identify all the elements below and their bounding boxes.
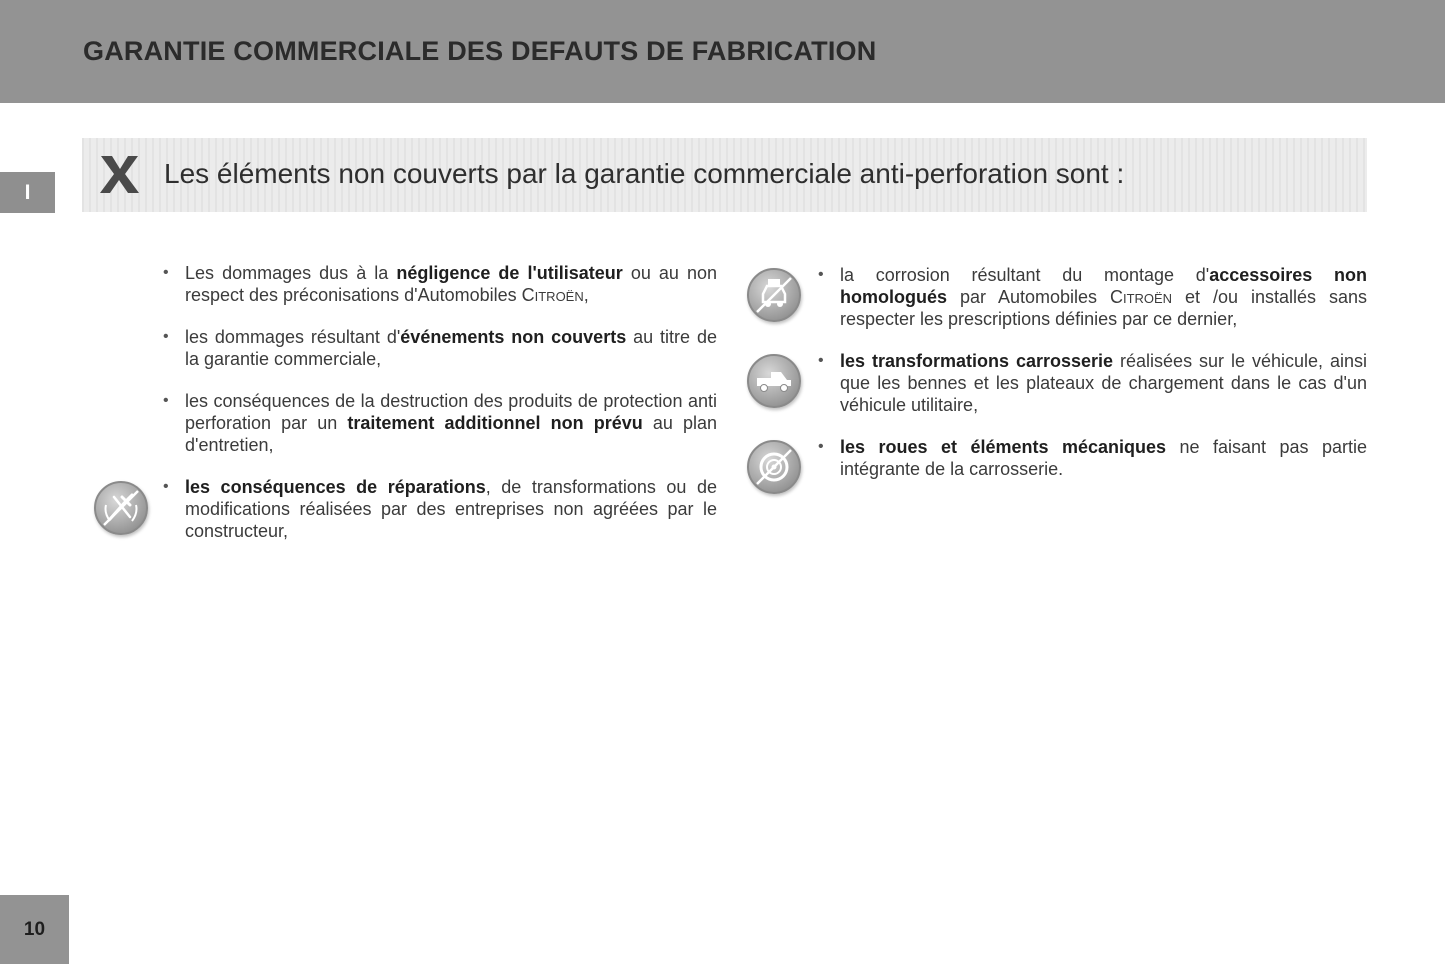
item-text: Les dommages dus à la [185,263,397,283]
item-text: les dommages résultant d' [185,327,401,347]
list-item [818,436,1367,480]
utility-truck-icon [747,354,801,408]
item-text: réalisées sur le véhicule, ainsi que les bennes et les plateaux de chargement dans le cas d'un véhicule utilitaire, [840,351,1368,415]
item-text: au titre de la garantie commerciale, [185,327,717,369]
item-text: les conséquences de la destruction des produits de protection anti perforation par un [185,391,717,433]
no-wheel-icon [747,440,801,494]
item-text: et /ou installés sans respecter les prescriptions définies par ce dernier, [840,287,1367,329]
x-mark-icon [98,152,140,196]
item-emphasis: événements non couverts [400,327,627,347]
item-text: ne faisant pas partie intégrante de la carrosserie. [840,437,1367,479]
section-banner [82,138,1367,212]
item-emphasis: négligence de l'utilisateur [396,263,623,283]
item-text: la corrosion résultant du montage d' [840,265,1210,285]
list-item [163,390,717,456]
banner-title: Les éléments non couverts par la garantie commerciale anti-perforation sont : [164,158,1125,189]
item-text: ou au non respect des préconisations d'Automobiles [185,263,717,305]
brand-name: Citroën [1109,287,1173,307]
item-text: , [583,285,589,305]
left-column [163,262,717,542]
list-item [818,350,1367,416]
right-column [818,264,1367,480]
header-bar [0,0,1445,103]
page-title: GARANTIE COMMERCIALE DES DEFAUTS DE FABRICATION [83,36,877,66]
item-emphasis: traitement additionnel non prévu [347,413,643,433]
item-emphasis: les transformations carrosserie [840,351,1114,371]
item-text: , de transformations ou de modifications réalisées par des entreprises non agréées par le constructeur, [185,477,717,541]
no-repair-icon [94,481,148,535]
section-tab: I [0,172,55,213]
list-item [163,476,717,542]
brand-name: Citroën [521,285,584,305]
item-text: par Automobiles [947,287,1110,307]
no-accessory-car-icon [747,268,801,322]
page-number: 10 [0,895,69,964]
list-item [163,326,717,370]
item-emphasis: les conséquences de réparations [185,477,486,497]
item-text: au plan d'entretien, [185,413,717,455]
item-emphasis: accessoires non homologués [840,265,1367,307]
list-item [818,264,1367,330]
item-emphasis: les roues et éléments mécaniques [840,437,1167,457]
list-item [163,262,717,306]
